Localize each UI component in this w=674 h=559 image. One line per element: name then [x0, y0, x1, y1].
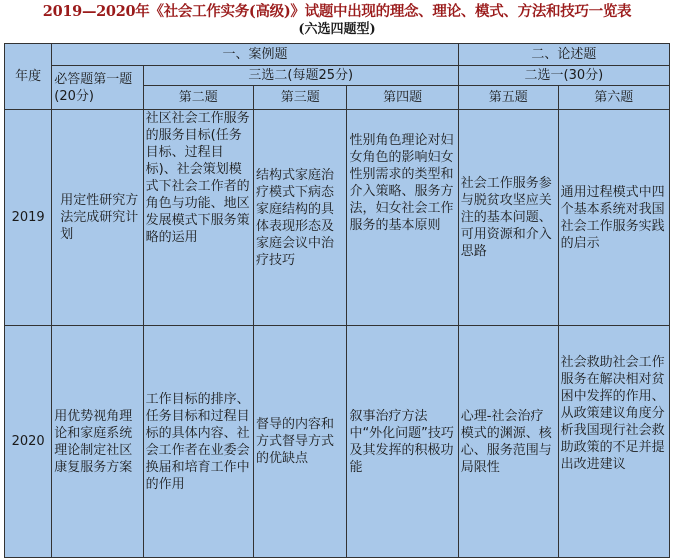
- header-year: 年度: [5, 44, 52, 110]
- row-q1-cell: 用优势视角理论和家庭系统理论制定社区康复服务方案: [52, 326, 143, 558]
- table-row: [5, 326, 670, 558]
- header-q4: 第四题: [347, 86, 458, 110]
- row-q1-cell: 用定性研究方法完成研究计划: [52, 110, 143, 326]
- table-title: 2019—2020年《社会工作实务(高级)》试题中出现的理念、理论、模式、方法和技巧一览表: [42, 3, 632, 20]
- row-q2-cell: 工作目标的排序、任务目标和过程目标的具体内容、社会工作者在业委会换届和培育工作中的作用: [143, 326, 253, 558]
- header-q2: 第二题: [143, 86, 253, 110]
- row-q3-cell: 督导的内容和方式督导方式的优缺点: [253, 326, 346, 558]
- row-q5-cell: 社会工作服务参与脱贫攻坚应关注的基本问题、可用资源和介入思路: [458, 110, 558, 326]
- row-q6-cell: 社会救助社会工作服务在解决相对贫困中发挥的作用、从政策建议角度分析我国现行社会救助政策的不足并提出改进建议: [558, 326, 669, 558]
- row-q2-cell: 社区社会工作服务的服务目标(任务目标、过程目标)、社会策划模式下社会工作者的角色与功能、地区发展模式下服务策略的运用: [143, 110, 253, 326]
- table-subtitle: (六选四题型): [298, 22, 376, 37]
- header-q3: 第三题: [253, 86, 346, 110]
- header-case-section: 一、案例题: [52, 44, 459, 66]
- header-q6: 第六题: [558, 86, 669, 110]
- header-choose-two-one: 二选一(30分): [458, 66, 669, 86]
- row-year: 2020: [5, 326, 52, 558]
- summary-table: [4, 43, 670, 558]
- row-q4-cell: 叙事治疗方法中“外化问题”技巧及其发挥的积极功能: [347, 326, 458, 558]
- row-year: 2019: [5, 110, 52, 326]
- header-q5: 第五题: [458, 86, 558, 110]
- table-row: [5, 110, 670, 326]
- row-q6-cell: 通用过程模式中四个基本系统对我国社会工作服务实践的启示: [558, 110, 669, 326]
- header-required: 必答题第一题(20分): [52, 66, 143, 110]
- header-essay-section: 二、论述题: [458, 44, 669, 66]
- row-q5-cell: 心理-社会治疗模式的渊源、核心、服务范围与局限性: [458, 326, 558, 558]
- row-q3-cell: 结构式家庭治疗模式下病态家庭结构的具体表现形态及家庭会议中治疗技巧: [253, 110, 346, 326]
- header-choose-three-two: 三选二(每题25分): [143, 66, 458, 86]
- row-q4-cell: 性别角色理论对妇女角色的影响妇女性别需求的类型和介入策略、服务方法，妇女社会工作服务的基本原则: [347, 110, 458, 326]
